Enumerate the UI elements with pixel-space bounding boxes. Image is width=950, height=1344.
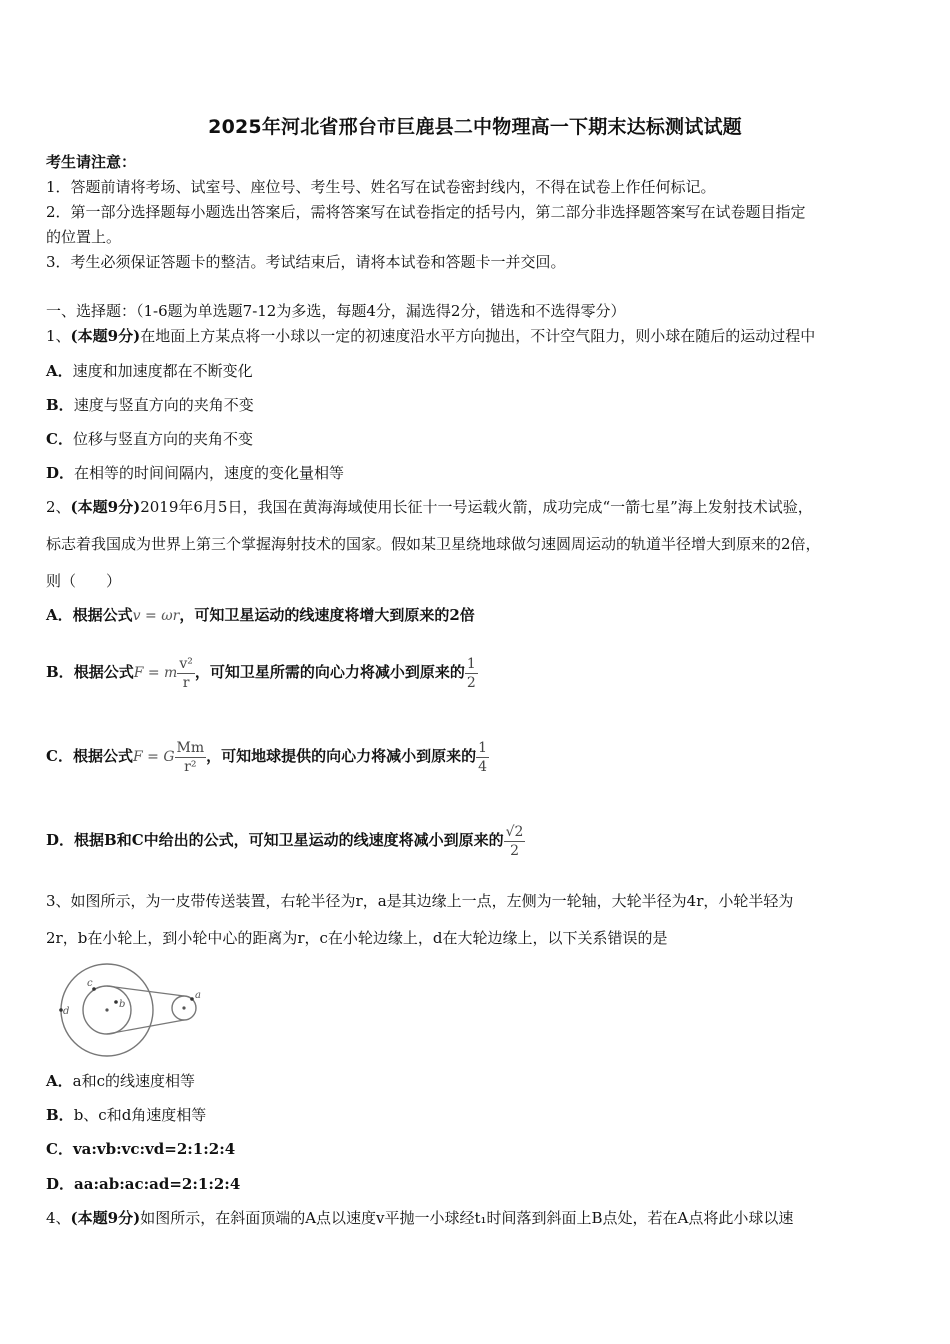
question-number: 3、 bbox=[46, 892, 71, 910]
option-label: B． bbox=[46, 396, 74, 414]
question-4-stem bbox=[46, 1208, 793, 1228]
option-d bbox=[46, 463, 344, 483]
option-label: C． bbox=[46, 747, 73, 765]
denominator: r bbox=[182, 674, 190, 691]
label-c: c bbox=[87, 978, 93, 989]
question-text: 如图所示，为一皮带传送装置，右轮半径为r，a是其边缘上一点，左侧为一轮轴，大轮半径为4r，小轮半轻为 bbox=[70, 892, 794, 910]
option-text: b、c和d角速度相等 bbox=[73, 1106, 207, 1124]
option-b bbox=[46, 1105, 206, 1125]
option-label: C． bbox=[46, 1140, 73, 1158]
axle-point bbox=[105, 1008, 108, 1011]
option-d bbox=[46, 1174, 240, 1194]
option-label: A． bbox=[46, 362, 73, 380]
option-text: ，可知地球提供的向心力将减小到原来的 bbox=[206, 747, 477, 765]
option-b bbox=[46, 395, 254, 415]
denominator: r² bbox=[184, 758, 197, 775]
formula: F = G bbox=[132, 749, 175, 765]
option-c bbox=[46, 429, 253, 449]
option-text: ，可知卫星所需的向心力将减小到原来的 bbox=[194, 663, 465, 681]
option-label: D． bbox=[46, 831, 75, 849]
label-a: a bbox=[195, 990, 201, 1001]
option-label: D． bbox=[46, 464, 75, 482]
option-a bbox=[46, 605, 475, 626]
option-text: 位移与竖直方向的夹角不变 bbox=[72, 430, 253, 448]
numerator: 1 bbox=[466, 655, 476, 672]
belt-pulley-figure bbox=[52, 958, 212, 1062]
option-text: 根据公式 bbox=[72, 747, 133, 765]
denominator: 2 bbox=[510, 842, 520, 859]
ratio-fraction bbox=[476, 739, 489, 776]
question-number: 2、 bbox=[46, 498, 71, 516]
question-score: (本题9分) bbox=[70, 498, 141, 516]
option-text: a和c的线速度相等 bbox=[72, 1072, 195, 1090]
question-text: 如图所示，在斜面顶端的A点以速度v平抛一小球经t₁时间落到斜面上B点处，若在A点将此小球以速 bbox=[140, 1209, 794, 1227]
numerator: v² bbox=[179, 655, 193, 672]
formula: v = ωr bbox=[132, 608, 180, 624]
numerator: Mm bbox=[176, 739, 205, 756]
question-3-stem bbox=[46, 891, 793, 911]
question-text: 2r，b在小轮上，到小轮中心的距离为r，c在小轮边缘上，d在大轮边缘上，以下关系错误的是 bbox=[46, 929, 668, 947]
ratio-fraction bbox=[504, 823, 526, 860]
formula: F = m bbox=[133, 665, 178, 681]
option-label: A． bbox=[46, 1072, 73, 1090]
notice-item: 1．答题前请将考场、试室号、座位号、考生号、姓名写在试卷密封线内，不得在试卷上作任何标记。 bbox=[46, 178, 716, 196]
option-text: 根据B和C中给出的公式，可知卫星运动的线速度将减小到原来的 bbox=[74, 831, 504, 849]
option-label: B． bbox=[46, 1106, 74, 1124]
belt-bottom bbox=[107, 1020, 184, 1034]
option-b bbox=[46, 650, 478, 695]
option-d bbox=[46, 818, 525, 862]
point-b bbox=[114, 1000, 118, 1004]
option-label: B． bbox=[46, 663, 74, 681]
belt-top bbox=[107, 986, 184, 996]
denominator: 2 bbox=[466, 674, 476, 691]
axle-point bbox=[182, 1006, 185, 1009]
point-a bbox=[190, 997, 194, 1001]
option-text: 速度与竖直方向的夹角不变 bbox=[73, 396, 254, 414]
option-a bbox=[46, 1071, 195, 1091]
notice-item: 2．第一部分选择题每小题选出答案后，需将答案写在试卷指定的括号内，第二部分非选择题答案写在试卷题目指定 bbox=[46, 203, 806, 221]
question-1-stem bbox=[46, 326, 815, 346]
formula-fraction bbox=[177, 655, 195, 692]
option-text: 根据公式 bbox=[73, 663, 134, 681]
option-label: C． bbox=[46, 430, 73, 448]
notice-item: 3．考生必须保证答题卡的整洁。考试结束后，请将本试卷和答题卡一并交回。 bbox=[46, 253, 566, 271]
question-text: 则（ ） bbox=[46, 572, 122, 590]
option-c bbox=[46, 1139, 235, 1159]
question-number: 4、 bbox=[46, 1209, 71, 1227]
question-score: (本题9分) bbox=[70, 327, 141, 345]
formula-fraction bbox=[175, 739, 207, 776]
point-c bbox=[92, 987, 96, 991]
option-text: va:vb:vc:vd=2:1:2:4 bbox=[72, 1140, 236, 1158]
notice-item: 的位置上。 bbox=[46, 228, 122, 246]
option-c bbox=[46, 734, 489, 779]
page-title: 2025年河北省邢台市巨鹿县二中物理高一下期末达标测试试题 bbox=[208, 116, 742, 138]
question-text: 2019年6月5日，我国在黄海海域使用长征十一号运载火箭，成功完成“一箭七星”海上发射技术试验， bbox=[140, 498, 813, 516]
question-text: 在地面上方某点将一小球以一定的初速度沿水平方向抛出，不计空气阻力，则小球在随后的运动过程中 bbox=[140, 327, 816, 345]
question-number: 1、 bbox=[46, 327, 71, 345]
numerator: √2 bbox=[505, 823, 524, 840]
label-d: d bbox=[63, 1006, 70, 1017]
option-text: ，可知卫星运动的线速度将增大到原来的2倍 bbox=[179, 606, 475, 624]
ratio-fraction bbox=[465, 655, 478, 692]
denominator: 4 bbox=[478, 758, 488, 775]
section-heading: 一、选择题：（1-6题为单选题7-12为多选，每题4分，漏选得2分，错选和不选得零分） bbox=[46, 302, 626, 320]
option-label: D． bbox=[46, 1175, 75, 1193]
label-b: b bbox=[119, 999, 126, 1010]
option-a bbox=[46, 361, 253, 381]
question-text: 标志着我国成为世界上第三个掌握海射技术的国家。假如某卫星绕地球做匀速圆周运动的轨道半径增大到原来的2倍， bbox=[46, 535, 821, 553]
question-score: (本题9分) bbox=[70, 1209, 141, 1227]
option-text: 根据公式 bbox=[72, 606, 133, 624]
question-2-stem bbox=[46, 497, 813, 517]
notice-heading: 考生请注意： bbox=[46, 153, 137, 171]
option-text: 速度和加速度都在不断变化 bbox=[72, 362, 253, 380]
option-label: A． bbox=[46, 606, 73, 624]
option-text: aa:ab:ac:ad=2:1:2:4 bbox=[74, 1175, 241, 1193]
numerator: 1 bbox=[478, 739, 488, 756]
option-text: 在相等的时间间隔内，速度的变化量相等 bbox=[74, 464, 345, 482]
